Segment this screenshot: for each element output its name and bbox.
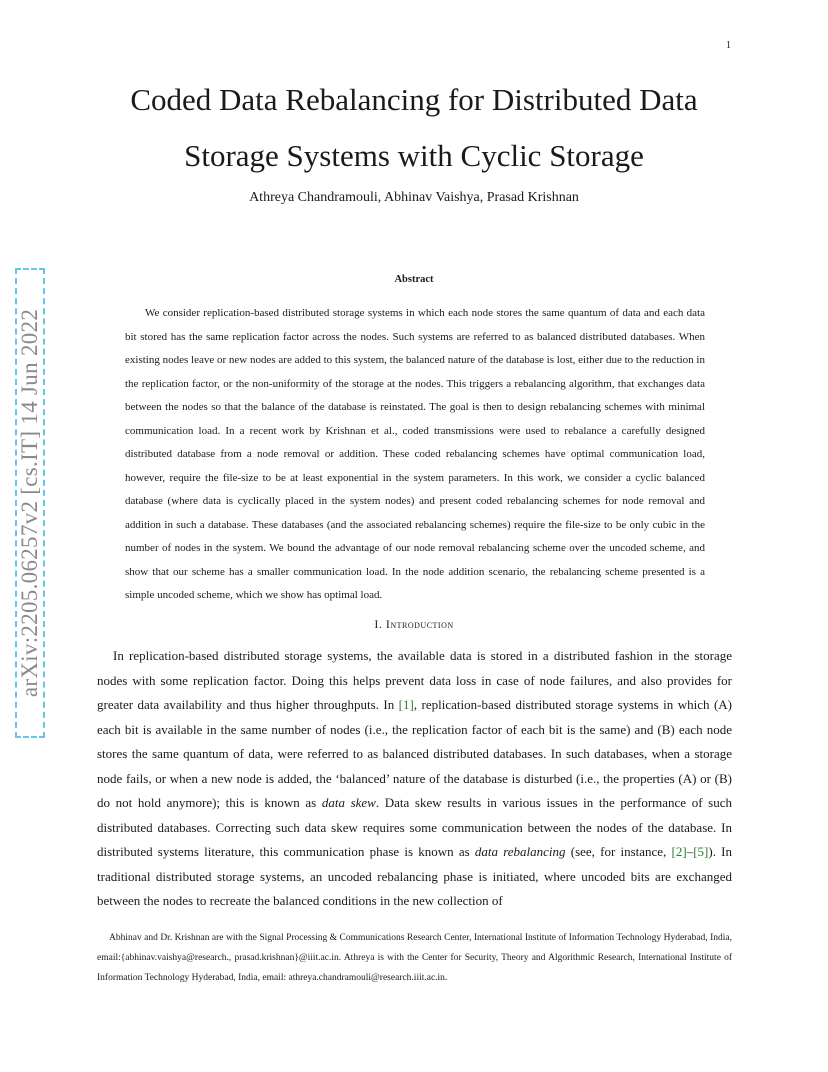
- arxiv-stamp[interactable]: [15, 268, 45, 738]
- arxiv-identifier: arXiv:2205.06257v2 [cs.IT] 14 Jun 2022: [17, 308, 42, 698]
- intro-text: , replication-based distributed storage systems in which (A) each bit is available in the same number of nodes (i.e., the replication factor of each bit is the same) and (B) each node stores the same quantum of data, were referred to as balanced distributed databases. In such databases, when a storage node fails, or when a new node is added, the ‘balanced’ nature of the database is disturbed (i.e., the properties (A) or (B) do not hold anymore); this is known as: [97, 697, 732, 810]
- author-affiliation-footnote: Abhinav and Dr. Krishnan are with the Signal Processing & Communications Research Center, International Institute of Information Technology Hyderabad, India, email:{abhinav.vaishya@research., prasad.krishnan}@iiit.ac.in. Athreya is with the Center for Security, Theory and Algorithmic Research, International Institute of Information Technology Hyderabad, India, email: athreya.chandramouli@research.iiit.ac.in.: [97, 933, 732, 983]
- author-list: Athreya Chandramouli, Abhinav Vaishya, Prasad Krishnan: [249, 190, 579, 205]
- emphasis-term: data rebalancing: [474, 844, 566, 859]
- citation-link[interactable]: [5]: [693, 844, 709, 859]
- intro-text: ). In traditional distributed storage systems, an uncoded rebalancing phase is initiated, where uncoded bits are exchanged between the nodes to recreate the balanced conditions in the new collection of: [97, 844, 732, 908]
- citation-range-dash: –: [686, 844, 694, 859]
- intro-text: (see, for instance,: [565, 844, 672, 859]
- emphasis-term: data skew: [321, 795, 376, 810]
- introduction-paragraph: [97, 644, 732, 914]
- section-heading-introduction: [90, 617, 738, 632]
- paper-title: Coded Data Rebalancing for Distributed Data Storage Systems with Cyclic Storage: [130, 82, 698, 173]
- page-number: 1: [726, 40, 731, 51]
- section-title: Introduction: [385, 617, 454, 631]
- citation-link[interactable]: [2]: [671, 844, 687, 859]
- intro-text: . Data skew results in various issues in the performance of such distributed databases. Correcting such data skew requires some communication between the nodes of the database. In distributed systems literature, this communication phase is known as: [97, 795, 732, 859]
- abstract-heading: Abstract: [394, 274, 434, 285]
- abstract-text: We consider replication-based distributed storage systems in which each node stores the same quantum of data and each data bit stored has the same replication factor across the nodes. Such systems are referred to as balanced distributed databases. When existing nodes leave or new nodes are added to this system, the balanced nature of the database is lost, either due to the reduction in the replication factor, or the non-uniformity of the storage at the nodes. This triggers a rebalancing algorithm, that exchanges data between the nodes so that the balance of the database is reinstated. The goal is then to design rebalancing schemes with minimal communication load. In a recent work by Krishnan et al., coded transmissions were used to rebalance a carefully designed distributed database from a node removal or addition. These coded rebalancing schemes have optimal communication load, however, require the file-size to be at least exponential in the system parameters. In this work, we consider a cyclic balanced database (where data is cyclically placed in the system nodes) and present coded rebalancing schemes for node removal and addition in such a database. These databases (and the associated rebalancing schemes) require the file-size to be only cubic in the number of nodes in the system. We bound the advantage of our node removal rebalancing scheme over the uncoded scheme, and show that our scheme has a smaller communication load. In the node addition scenario, the rebalancing scheme presented is a simple uncoded scheme, which we show has optimal load.: [125, 307, 705, 601]
- intro-text: In replication-based distributed storage systems, the available data is stored in a distributed fashion in the storage nodes with some replication factor. Doing this helps prevent data loss in case of node failures, and also provides for greater data availability and thus higher throughputs. In: [97, 648, 732, 712]
- citation-link[interactable]: [1]: [398, 697, 414, 712]
- section-number: I.: [374, 617, 383, 631]
